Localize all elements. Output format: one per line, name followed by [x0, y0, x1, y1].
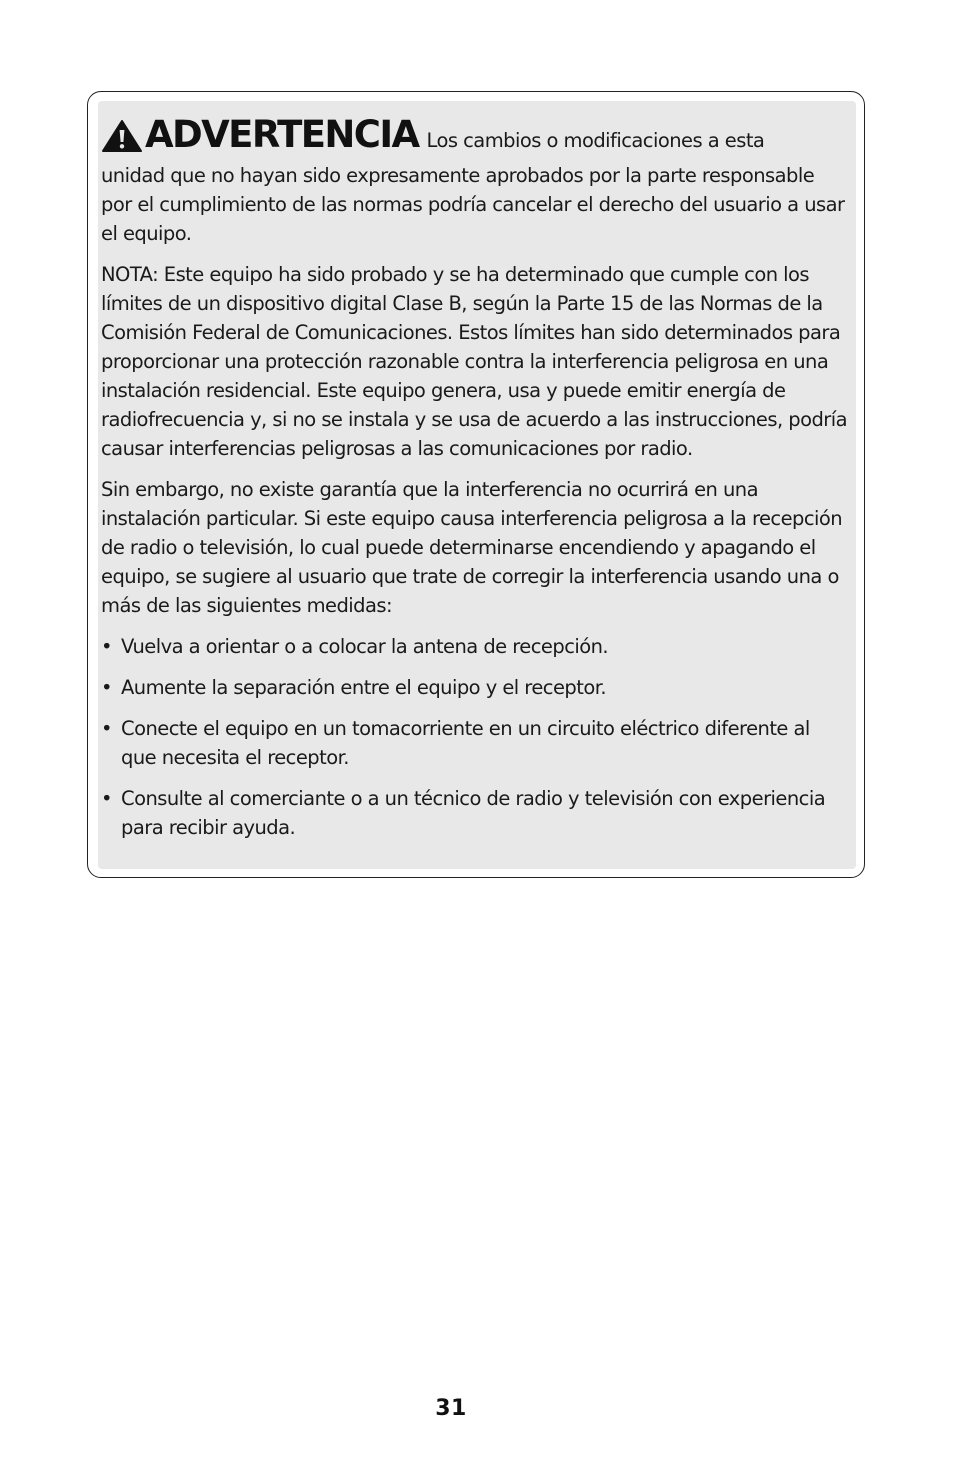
- bullet-marker: •: [101, 787, 112, 810]
- warning-heading: ADVERTENCIA: [145, 113, 419, 156]
- measures-paragraph: Sin embargo, no existe garantía que la interferencia no ocurrirá en una instalación particular. Si este equipo causa interferencia peligrosa a la recepción de radio o televisión, lo cual puede determinarse encendiendo y apagando el equipo, se sugiere al usuario que trate de corregir la interferencia usando una o más de las siguientes medidas:: [101, 478, 843, 617]
- list-item-text: Consulte al comerciante o a un técnico de radio y televisión con experiencia para recibir ayuda.: [121, 787, 826, 839]
- warning-panel: [98, 101, 856, 869]
- list-item: [101, 632, 850, 661]
- bullet-marker: •: [101, 676, 112, 699]
- list-item-text: Vuelva a orientar o a colocar la antena de recepción.: [121, 635, 609, 658]
- measures-list: [101, 632, 850, 842]
- list-item: [101, 784, 850, 842]
- list-item: [101, 714, 850, 772]
- page-number: 31: [435, 1396, 467, 1421]
- warning-triangle-icon: [101, 119, 143, 153]
- list-item: [101, 673, 850, 702]
- note-paragraph: NOTA: Este equipo ha sido probado y se ha determinado que cumple con los límites de un dispositivo digital Clase B, según la Parte 15 de las Normas de la Comisión Federal de Comunicaciones. Estos límites han sido determinados para proporcionar una protección razonable contra la interferencia peligrosa en una instalación residencial. Este equipo genera, usa y puede emitir energía de radiofrecuencia y, si no se instala y se usa de acuerdo a las instrucciones, podría causar interferencias peligrosas a las comunicaciones por radio.: [101, 263, 848, 460]
- warning-box: [87, 91, 865, 878]
- bullet-marker: •: [101, 717, 112, 740]
- list-item-text: Aumente la separación entre el equipo y el receptor.: [121, 676, 607, 699]
- bullet-marker: •: [101, 635, 112, 658]
- warning-intro-paragraph: unidad que no hayan sido expresamente aprobados por la parte responsable por el cumplimiento de las normas podría cancelar el derecho del usuario a usar el equipo.: [101, 164, 845, 245]
- warning-lead-text: Los cambios o modificaciones a esta: [426, 129, 765, 152]
- warning-headline: [101, 107, 850, 157]
- list-item-text: Conecte el equipo en un tomacorriente en un circuito eléctrico diferente al que necesita el receptor.: [121, 717, 810, 769]
